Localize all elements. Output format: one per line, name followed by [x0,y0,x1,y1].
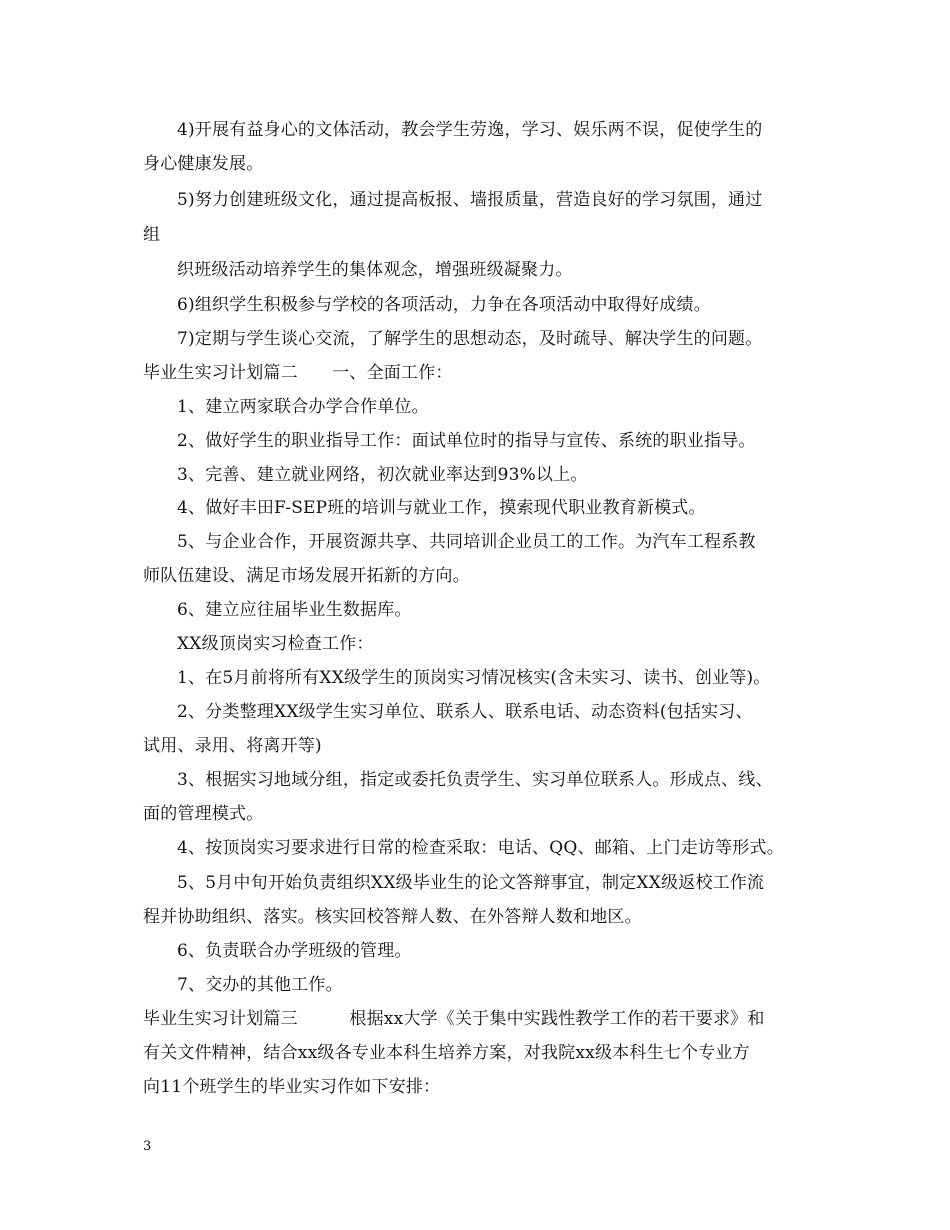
text-line: 面的管理模式。 [143,804,264,824]
text-line: 4)开展有益身心的文体活动，教会学生劳逸，学习、娱乐两不误，促使学生的 [177,120,763,140]
subsection-heading: XX级顶岗实习检查工作： [177,634,374,654]
text-line: 组 [143,225,161,245]
text-line: 试用、录用、将离开等) [143,736,322,756]
text-line: 2、分类整理XX级学生实习单位、联系人、联系电话、动态资料(包括实习、 [177,702,753,722]
page-number: 3 [143,1139,152,1154]
text-line: 4、做好丰田F-SEP班的培训与就业工作，摸索现代职业教育新模式。 [177,498,706,518]
section-heading: 毕业生实习计划篇二 一、全面工作： [143,363,453,383]
text-line: 7)定期与学生谈心交流，了解学生的思想动态，及时疏导、解决学生的问题。 [177,329,763,349]
section-heading: 毕业生实习计划篇三 根据xx大学《关于集中实践性教学工作的若干要求》和 [143,1009,765,1029]
text-line: 2、做好学生的职业指导工作：面试单位时的指导与宣传、系统的职业指导。 [177,431,756,451]
text-line: 1、建立两家联合办学合作单位。 [177,397,429,417]
text-line: 5、与企业合作，开展资源共享、共同培训企业员工的工作。为汽车工程系教 [177,532,756,552]
text-line: 6)组织学生积极参与学校的各项活动，力争在各项活动中取得好成绩。 [177,295,711,315]
text-line: 6、建立应往届毕业生数据库。 [177,600,412,620]
text-line: 程并协助组织、落实。核实回校答辩人数、在外答辩人数和地区。 [143,907,642,927]
text-line: 5、5月中旬开始负责组织XX级毕业生的论文答辩事宜，制定XX级返校工作流 [177,873,765,893]
text-line: 5)努力创建班级文化，通过提高板报、墙报质量，营造良好的学习氛围，通过 [177,190,763,210]
text-line: 1、在5月前将所有XX级学生的顶岗实习情况核实(含未实习、读书、创业等)。 [177,668,771,688]
text-line: 7、交办的其他工作。 [177,975,343,995]
text-line: 3、根据实习地域分组，指定或委托负责学生、实习单位联系人。形成点、线、 [177,770,773,790]
text-line: 身心健康发展。 [143,154,264,174]
text-line: 织班级活动培养学生的集体观念，增强班级凝聚力。 [177,260,573,280]
text-line: 师队伍建设、满足市场发展开拓新的方向。 [143,566,470,586]
text-line: 6、负责联合办学班级的管理。 [177,941,412,961]
text-line: 有关文件精神，结合xx级各专业本科生培养方案，对我院xx级本科生七个专业方 [143,1043,750,1063]
text-line: 4、按顶岗实习要求进行日常的检查采取：电话、QQ、邮箱、上门走访等形式。 [177,838,784,858]
text-line: 向11个班学生的毕业实习作如下安排： [143,1077,441,1097]
text-line: 3、完善、建立就业网络，初次就业率达到93%以上。 [177,465,588,485]
